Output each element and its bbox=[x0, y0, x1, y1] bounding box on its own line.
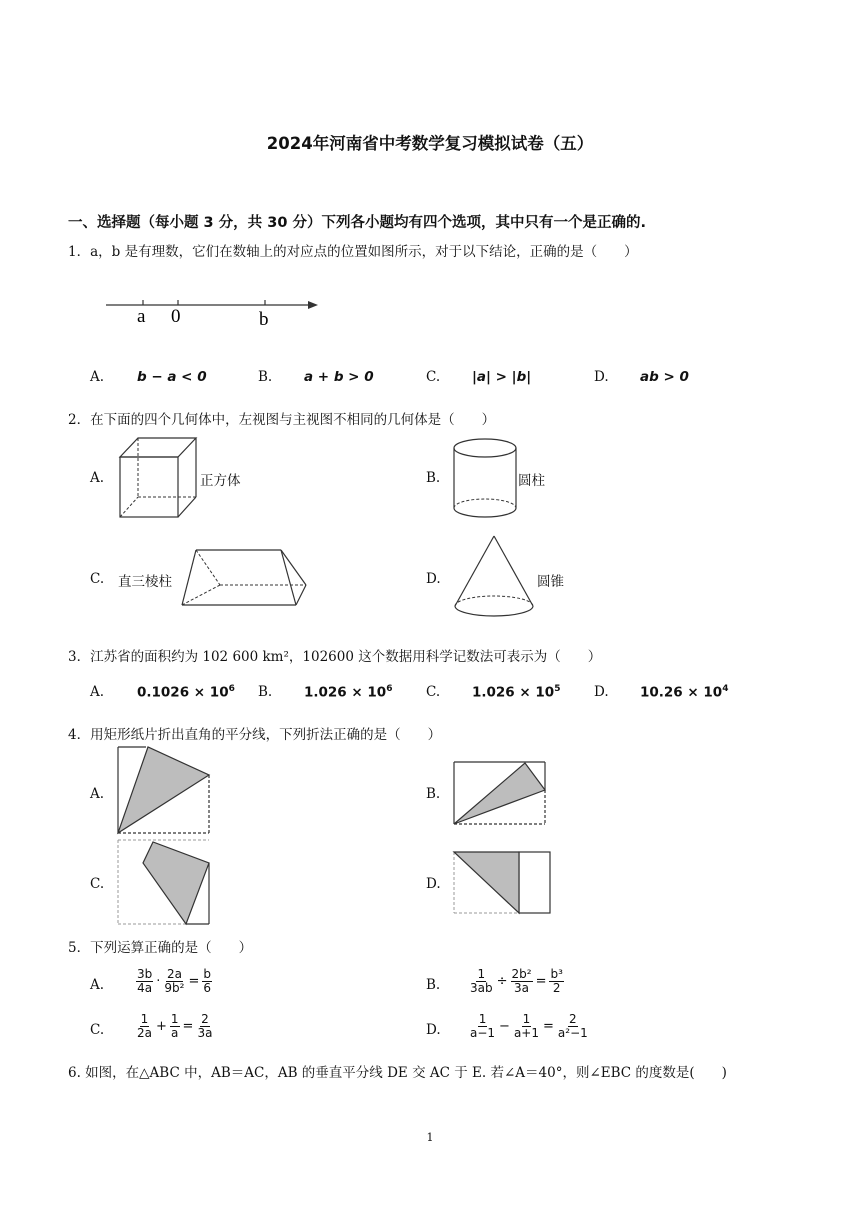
q1-option-b-expr: a + b > 0 bbox=[304, 369, 374, 385]
q5-option-d-label: D. bbox=[426, 1022, 441, 1038]
question-5-stem: 5．下列运算正确的是（ ） bbox=[68, 940, 253, 956]
cube-figure bbox=[118, 436, 203, 521]
page-title: 2024年河南省中考数学复习模拟试卷（五） bbox=[266, 134, 594, 153]
q5-option-d-expr: $\frac{1}{a-1}$ − $\frac{1}{a+1}$ = $\frac{2}{\text{a²−1}}$ bbox=[470, 1012, 588, 1040]
cone-figure bbox=[452, 534, 537, 624]
fold-figure-c bbox=[116, 838, 216, 930]
question-6-stem: 6. 如图，在△ABC 中，AB＝AC，AB 的垂直平分线 DE 交 AC 于 E. 若∠A＝40°，则∠EBC 的度数是( ) bbox=[68, 1065, 727, 1081]
fold-figure-a bbox=[116, 745, 216, 837]
q3-option-c-label: C. bbox=[426, 684, 441, 700]
q5-option-a-expr: $\frac{3b}{4a}$ · $\frac{2a}{\text{9b²}}$ = $\frac{b}{6}$ bbox=[137, 967, 212, 995]
fold-figure-b bbox=[452, 760, 552, 830]
q2-option-a-label: A. bbox=[90, 470, 105, 486]
cylinder-figure bbox=[452, 436, 522, 521]
cylinder-name: 圆柱 bbox=[518, 473, 545, 489]
q1-option-c-label: C. bbox=[426, 369, 441, 385]
question-2-stem: 2．在下面的四个几何体中，左视图与主视图不相同的几何体是（ ） bbox=[68, 412, 496, 428]
q5-option-c-label: C. bbox=[90, 1022, 105, 1038]
cone-name: 圆锥 bbox=[537, 574, 564, 590]
q3-option-b-expr: $1.026 \times 10^6$ bbox=[304, 684, 393, 701]
q3-option-a-label: A. bbox=[90, 684, 105, 700]
q5-option-c-expr: $\frac{1}{2a}$ + $\frac{1}{a}$ = $\frac{2}{3a}$ bbox=[137, 1012, 213, 1040]
label-b: b bbox=[259, 309, 269, 330]
fold-figure-d bbox=[452, 850, 554, 918]
cube-name: 正方体 bbox=[200, 473, 241, 489]
q2-option-c-label: C. bbox=[90, 571, 105, 587]
label-zero: 0 bbox=[171, 306, 181, 327]
q1-option-d-expr: ab > 0 bbox=[640, 369, 689, 385]
q1-option-a-expr: b − a < 0 bbox=[137, 369, 207, 385]
number-line-figure bbox=[100, 290, 330, 340]
q1-option-b-label: B. bbox=[258, 369, 273, 385]
q3-option-b-label: B. bbox=[258, 684, 273, 700]
q4-option-a-label: A. bbox=[90, 786, 105, 802]
question-4-stem: 4．用矩形纸片折出直角的平分线，下列折法正确的是（ ） bbox=[68, 727, 442, 743]
q1-option-d-label: D. bbox=[594, 369, 609, 385]
q2-option-d-label: D. bbox=[426, 571, 441, 587]
triangular-prism-figure bbox=[178, 545, 310, 610]
q5-option-b-label: B. bbox=[426, 977, 441, 993]
q4-option-b-label: B. bbox=[426, 786, 441, 802]
q3-option-a-expr: $0.1026 \times 10^6$ bbox=[137, 684, 235, 701]
q3-option-c-expr: $1.026 \times 10^5$ bbox=[472, 684, 561, 701]
question-1-stem: 1．a，b 是有理数，它们在数轴上的对应点的位置如图所示，对于以下结论，正确的是（ ） bbox=[68, 244, 638, 260]
q2-option-b-label: B. bbox=[426, 470, 441, 486]
number-line-arrow bbox=[308, 301, 318, 309]
prism-name: 直三棱柱 bbox=[118, 574, 172, 590]
section-heading: 一、选择题（每小题 3 分，共 30 分）下列各小题均有四个选项，其中只有一个是正确的. bbox=[68, 215, 646, 231]
q4-option-c-label: C. bbox=[90, 876, 105, 892]
q3-option-d-label: D. bbox=[594, 684, 609, 700]
question-3-stem: 3．江苏省的面积约为 102 600 km²，102600 这个数据用科学记数法可表示为（ ） bbox=[68, 649, 602, 665]
page-number: 1 bbox=[426, 1131, 434, 1144]
label-a: a bbox=[137, 306, 146, 327]
q4-option-d-label: D. bbox=[426, 876, 441, 892]
q1-option-c-expr: |a| > |b| bbox=[472, 369, 532, 385]
q5-option-b-expr: $\frac{1}{3ab}$ ÷ $\frac{\text{2b²}}{3a}$ = $\frac{\text{b³}}{2}$ bbox=[470, 967, 563, 995]
q1-option-a-label: A. bbox=[90, 369, 105, 385]
q3-option-d-expr: $10.26 \times 10^4$ bbox=[640, 684, 729, 701]
q5-option-a-label: A. bbox=[90, 977, 105, 993]
